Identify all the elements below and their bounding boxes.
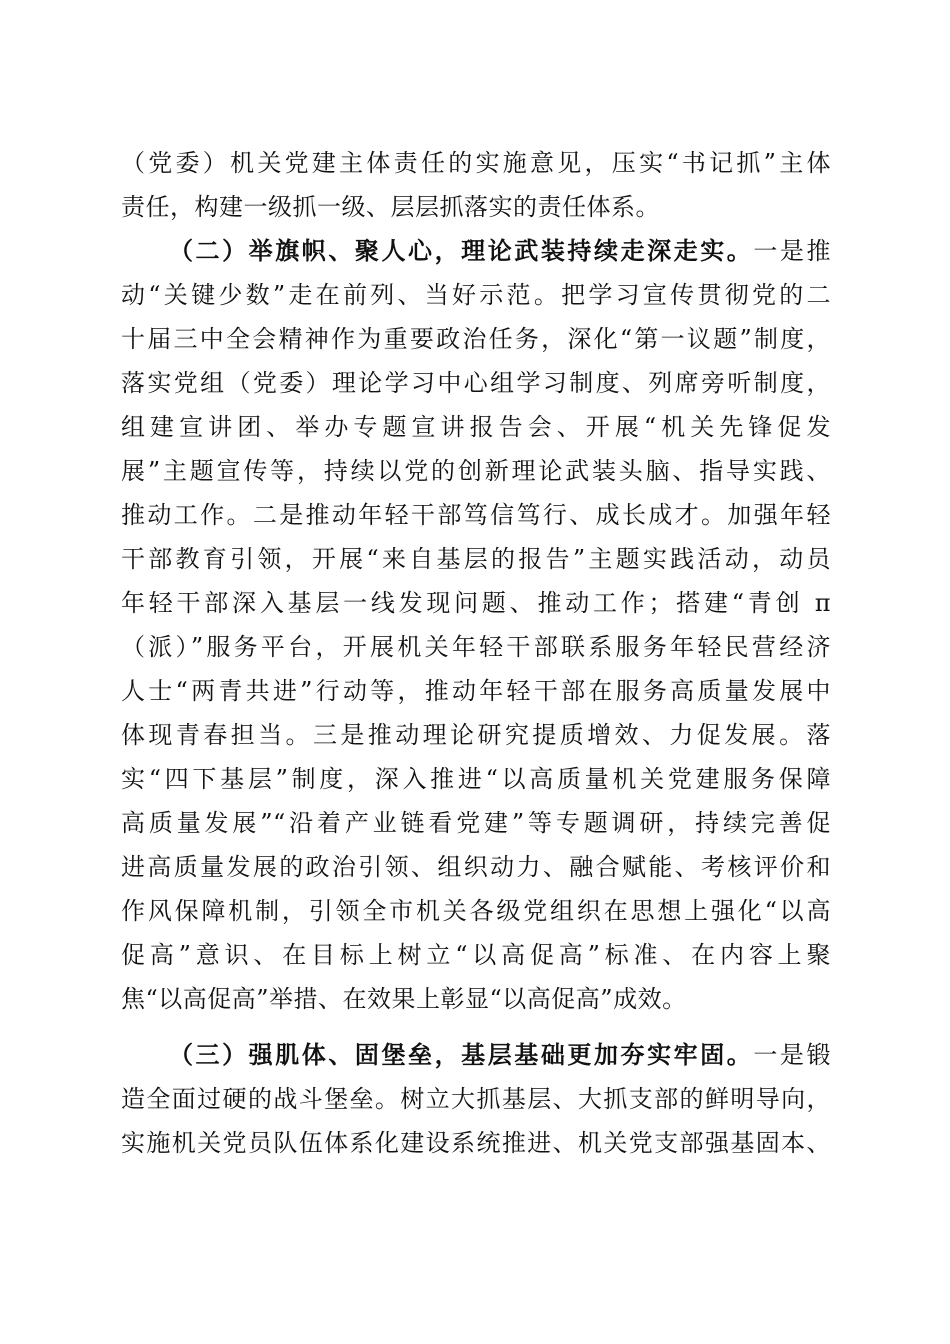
paragraph-line-4 [121, 273, 831, 317]
line-text: 焦“以高促高”举措、在效果上彰显“以高促高”成效。 [121, 985, 687, 1013]
line-text: 年轻干部深入基层一线发现问题、推动工作；搭建“青创 π [121, 589, 831, 617]
line-text: 造全面过硬的战斗堡垒。树立大抓基层、大抓支部的鲜明导向， [121, 1085, 831, 1113]
paragraph-line-19 [121, 933, 831, 977]
line-text: 实“四下基层”制度，深入推进“以高质量机关党建服务保障 [121, 765, 831, 793]
section-heading-2: （二）举旗帜、聚人心，理论武装持续走深走实。 [169, 236, 754, 265]
paragraph-line-11 [121, 581, 831, 625]
paragraph-line-22 [121, 1077, 831, 1121]
line-text: 一是锻 [753, 1041, 831, 1069]
paragraph-line-6 [121, 361, 831, 405]
section-heading-line-2 [169, 229, 831, 273]
section-heading-line-3 [169, 1033, 831, 1077]
paragraph-line-9 [121, 493, 831, 537]
line-text: 高质量发展”“沿着产业链看党建”等专题调研，持续完善促 [121, 809, 831, 837]
paragraph-line-16 [121, 801, 831, 845]
line-text: 组建宣讲团、举办专题宣讲报告会、开展“机关先锋促发 [121, 413, 831, 441]
paragraph-line-2 [121, 185, 831, 229]
paragraph-line-18 [121, 889, 831, 933]
paragraph-line-14 [121, 713, 831, 757]
paragraph-line-7 [121, 405, 831, 449]
line-text: 落实党组（党委）理论学习中心组学习制度、列席旁听制度， [121, 369, 831, 397]
line-text: 展”主题宣传等，持续以党的创新理论武装头脑、指导实践、 [121, 457, 831, 485]
line-text: 十届三中全会精神作为重要政治任务，深化“第一议题”制度， [121, 325, 831, 353]
line-text: 促高”意识、在目标上树立“以高促高”标准、在内容上聚 [121, 941, 831, 969]
line-text: （党委）机关党建主体责任的实施意见，压实“书记抓”主体 [121, 149, 831, 177]
line-text: 进高质量发展的政治引领、组织动力、融合赋能、考核评价和 [121, 853, 831, 881]
line-text: 一是推 [753, 237, 831, 265]
line-text: 责任，构建一级抓一级、层层抓落实的责任体系。 [121, 193, 660, 221]
paragraph-line-5 [121, 317, 831, 361]
line-text: 推动工作。二是推动年轻干部笃信笃行、成长成才。加强年轻 [121, 501, 831, 529]
line-text: 作风保障机制，引领全市机关各级党组织在思想上强化“以高 [121, 897, 831, 925]
line-text: 干部教育引领，开展“来自基层的报告”主题实践活动，动员 [121, 545, 831, 573]
line-text: 实施机关党员队伍体系化建设系统推进、机关党支部强基固本、 [121, 1129, 831, 1157]
line-text: 动“关键少数”走在前列、当好示范。把学习宣传贯彻党的二 [121, 281, 831, 309]
paragraph-line-8 [121, 449, 831, 493]
paragraph-line-15 [121, 757, 831, 801]
paragraph-line-10 [121, 537, 831, 581]
line-text: 体现青春担当。三是推动理论研究提质增效、力促发展。落 [121, 721, 831, 749]
paragraph-line-23 [121, 1121, 831, 1165]
section-heading-3: （三）强肌体、固堡垒，基层基础更加夯实牢固。 [169, 1040, 754, 1069]
paragraph-line-20 [121, 977, 831, 1021]
paragraph-line-17 [121, 845, 831, 889]
line-text: （派）”服务平台，开展机关年轻干部联系服务年轻民营经济 [121, 633, 831, 661]
paragraph-line-1 [121, 141, 831, 185]
paragraph-line-12 [121, 625, 831, 669]
paragraph-line-13 [121, 669, 831, 713]
line-text: 人士“两青共进”行动等，推动年轻干部在服务高质量发展中 [121, 677, 831, 705]
